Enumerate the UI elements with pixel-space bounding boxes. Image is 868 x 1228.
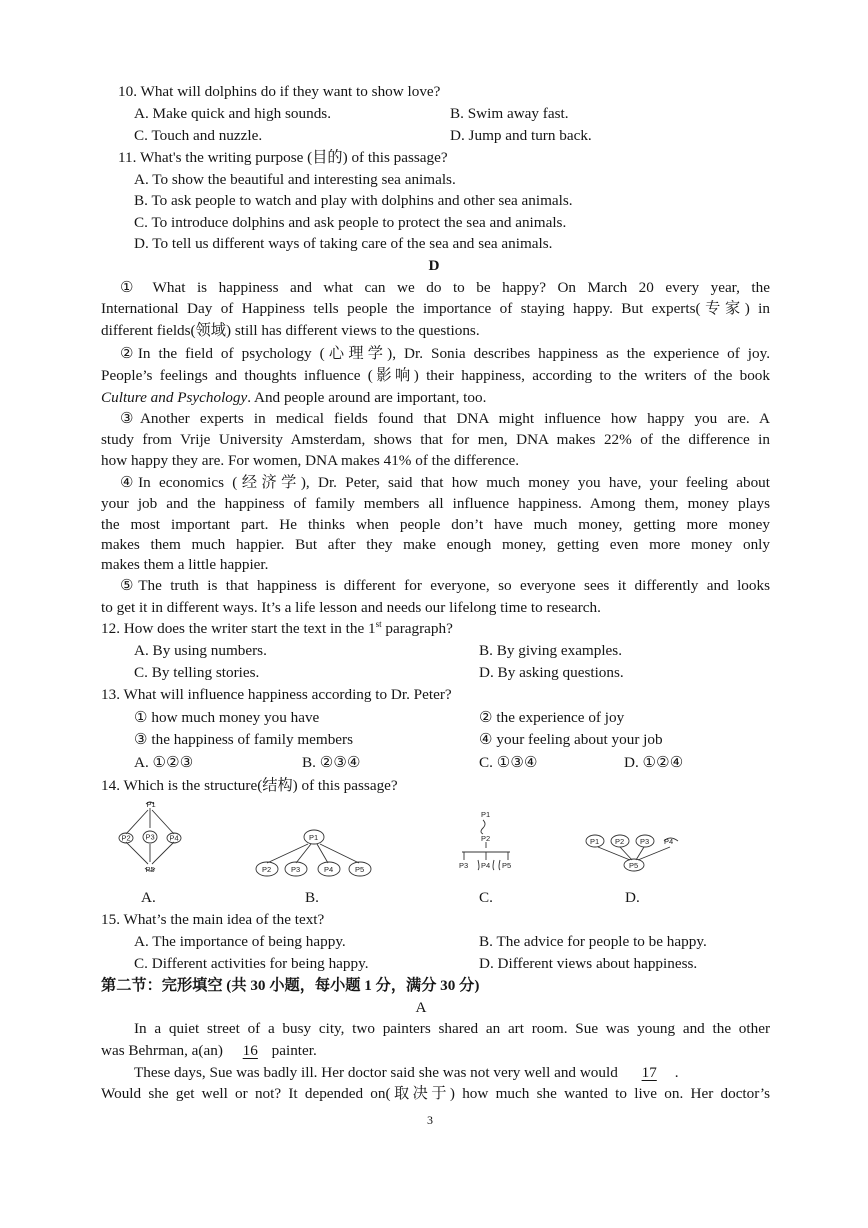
- diagram-d-node: P2: [615, 837, 625, 846]
- paragraph-4-line-4: makes them much happier. But after they make enough money, getting even more money only: [101, 536, 770, 553]
- cloze-line-4: Would she get well or not? It depended on(取决于) how much she wanted to live on. Her doctor’s: [101, 1085, 770, 1102]
- cloze-line-3-end: .: [674, 1064, 679, 1081]
- diagram-c-node: P1: [481, 810, 491, 819]
- diagram-b-node: P4: [324, 865, 334, 874]
- q13-option-a: A. ①②③: [134, 754, 194, 771]
- question-13: 13. What will influence happiness according to Dr. Peter?: [101, 686, 452, 703]
- cloze-line-2-end: painter.: [267, 1042, 317, 1059]
- book-title: Culture and Psychology: [101, 389, 248, 406]
- q11-option-c: C. To introduce dolphins and ask people to protect the sea and animals.: [134, 214, 567, 231]
- paragraph-1-line-2: International Day of Happiness tells people the importance of staying happy. But experts(专家) in: [101, 300, 770, 317]
- q14-option-b: B.: [305, 889, 319, 906]
- blank-16: 16: [242, 1042, 258, 1059]
- paragraph-4-line-5: makes them a little happier.: [101, 556, 269, 573]
- diagram-c-node: P4: [481, 861, 491, 870]
- question-15: 15. What’s the main idea of the text?: [101, 911, 325, 928]
- q15-option-a: A. The importance of being happy.: [134, 933, 346, 950]
- q12-text: 12. How does the writer start the text in the 1: [101, 620, 376, 637]
- cloze-line-3: [134, 1063, 679, 1083]
- cloze-line-3-text: These days, Sue was badly ill. Her doctor said she was not very well and would: [134, 1064, 622, 1081]
- diagram-a-node: P1: [146, 800, 156, 809]
- q12-option-d: D. By asking questions.: [479, 664, 624, 681]
- structure-diagram-c: [454, 808, 518, 880]
- q12-text-end: paragraph?: [381, 620, 453, 637]
- diagram-d-node: P1: [590, 837, 600, 846]
- question-12: [101, 619, 453, 639]
- q10-option-c: C. Touch and nuzzle.: [134, 127, 263, 144]
- q14-option-c: C.: [479, 889, 493, 906]
- structure-diagram-b: [252, 826, 376, 882]
- q13-item-2: ② the experience of joy: [479, 709, 625, 726]
- paragraph-4-line-1: ④In economics (经济学), Dr. Peter, said that how much money you have, your feeling about: [120, 474, 770, 491]
- question-14: 14. Which is the structure(结构) of this passage?: [101, 777, 398, 794]
- q13-option-c: C. ①③④: [479, 754, 538, 771]
- paragraph-4-line-3: the most important part. He thinks when people don’t have much money, getting more money: [101, 516, 770, 533]
- paragraph-1-line-1: ① What is happiness and what can we do to be happy? On March 20 every year, the: [120, 279, 770, 296]
- diagram-c-node: P3: [459, 861, 469, 870]
- paragraph-3-line-1: ③Another experts in medical fields found that DNA might influence how happy you are. A: [120, 410, 770, 427]
- diagram-b-node: P3: [291, 865, 301, 874]
- diagram-a-node: P3: [145, 832, 155, 842]
- q10-option-a: A. Make quick and high sounds.: [134, 105, 331, 122]
- q13-item-3: ③ the happiness of family members: [134, 731, 354, 748]
- passage-d-title: D: [428, 257, 440, 274]
- blank-17: 17: [641, 1064, 657, 1081]
- q11-option-b: B. To ask people to watch and play with dolphins and other sea animals.: [134, 192, 573, 209]
- cloze-passage-title: A: [415, 999, 427, 1016]
- diagram-a-node: P5: [145, 865, 155, 874]
- paragraph-2-line-3: [101, 388, 486, 408]
- section-2-heading-text: 第二节：完形填空 (共 30 小题，每小题 1 分，满分 30 分): [101, 977, 480, 994]
- q10-option-d: D. Jump and turn back.: [450, 127, 592, 144]
- paragraph-2-line-1: ②In the field of psychology (心理学), Dr. Sonia describes happiness as the experience of joy.: [120, 345, 770, 362]
- q11-option-d: D. To tell us different ways of taking care of the sea and sea animals.: [134, 235, 553, 252]
- diagram-d-node: P5: [629, 861, 639, 870]
- structure-diagram-d: [584, 830, 684, 876]
- question-10: 10. What will dolphins do if they want to show love?: [118, 83, 441, 100]
- q13-option-d: D. ①②④: [624, 754, 684, 771]
- q12-superscript: st: [375, 618, 382, 629]
- q12-option-b: B. By giving examples.: [479, 642, 623, 659]
- paragraph-2-line-2: People’s feelings and thoughts influence (影响) their happiness, according to the writers of the book: [101, 367, 770, 384]
- q14-option-d: D.: [625, 889, 640, 906]
- q11-option-a: A. To show the beautiful and interesting sea animals.: [134, 171, 456, 188]
- q15-option-d: D. Different views about happiness.: [479, 955, 698, 972]
- diagram-d-node: P4: [664, 837, 674, 846]
- diagram-d-node: P3: [640, 837, 650, 846]
- cloze-line-1: In a quiet street of a busy city, two painters shared an art room. Sue was young and the other: [134, 1020, 770, 1037]
- diagram-a-node: P4: [169, 833, 179, 843]
- q15-option-c: C. Different activities for being happy.: [134, 955, 369, 972]
- diagram-b-node: P2: [262, 865, 272, 874]
- paragraph-5-line-2: to get it in different ways. It’s a life lesson and needs our lifelong time to research.: [101, 599, 601, 616]
- cloze-line-2: [101, 1041, 317, 1061]
- paragraph-2-end: . And people around are important, too.: [247, 389, 487, 406]
- q10-option-b: B. Swim away fast.: [450, 105, 569, 122]
- paragraph-1-line-3: different fields(领域) still has different views to the questions.: [101, 322, 480, 339]
- q12-option-a: A. By using numbers.: [134, 642, 267, 659]
- paragraph-3-line-2: study from Vrije University Amsterdam, shows that for men, DNA makes 22% of the difference in: [101, 431, 770, 448]
- q13-option-b: B. ②③④: [302, 754, 361, 771]
- diagram-b-node: P1: [309, 833, 319, 842]
- structure-diagram-a: [112, 800, 192, 880]
- q13-item-4: ④ your feeling about your job: [479, 731, 663, 748]
- diagram-a-node: P2: [121, 833, 131, 843]
- cloze-line-2-text: was Behrman, a(an): [101, 1042, 227, 1059]
- question-11: 11. What's the writing purpose (目的) of this passage?: [118, 149, 448, 166]
- q13-item-1: ① how much money you have: [134, 709, 320, 726]
- diagram-c-node: P5: [502, 861, 512, 870]
- paragraph-3-line-3: how happy they are. For women, DNA makes 41% of the difference.: [101, 452, 520, 469]
- page-number: 3: [427, 1113, 433, 1127]
- paragraph-5-line-1: ⑤The truth is that happiness is different for everyone, so everyone sees it differently and looks: [120, 577, 770, 594]
- q15-option-b: B. The advice for people to be happy.: [479, 933, 707, 950]
- q12-option-c: C. By telling stories.: [134, 664, 260, 681]
- paragraph-4-line-2: your job and the happiness of family members all influence happiness. Among them, money plays: [101, 495, 770, 512]
- section-2-heading: [101, 976, 479, 996]
- diagram-c-node: P2: [481, 834, 491, 843]
- q14-option-a: A.: [141, 889, 156, 906]
- diagram-b-node: P5: [355, 865, 365, 874]
